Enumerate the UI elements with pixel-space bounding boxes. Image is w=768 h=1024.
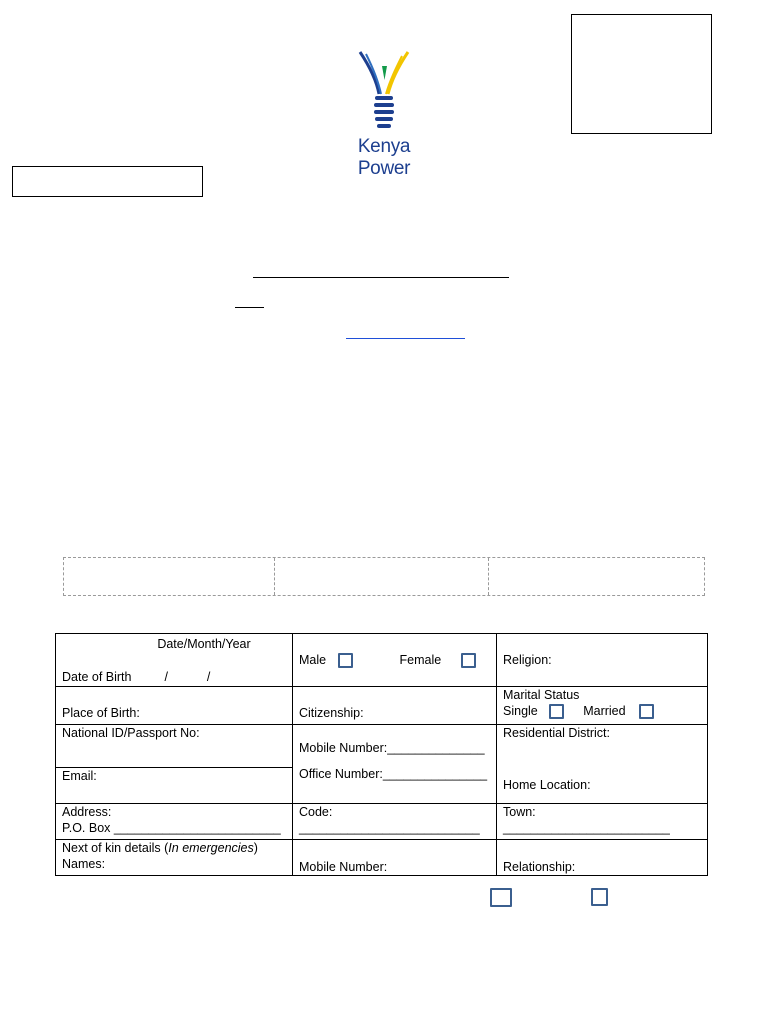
male-label: Male — [299, 652, 327, 667]
phone-cell — [293, 725, 497, 804]
po-box-label: P.O. Box ________________________ — [62, 821, 281, 835]
table-row — [56, 634, 708, 687]
single-checkbox[interactable] — [549, 704, 564, 719]
table-row — [56, 804, 708, 840]
office-number-field[interactable] — [299, 766, 490, 782]
next-of-kin-cell[interactable] — [56, 840, 293, 876]
town-label: Town: — [503, 805, 536, 819]
kin-mobile-cell[interactable] — [293, 840, 497, 876]
title-underline — [253, 277, 509, 278]
dashed-field-2[interactable] — [275, 558, 489, 595]
dob-separator: / — [206, 670, 211, 684]
table-row — [56, 725, 708, 804]
citizenship-label: Citizenship: — [299, 706, 364, 720]
town-cell[interactable] — [497, 804, 708, 840]
email-label: Email: — [62, 769, 97, 783]
personal-details-table — [55, 633, 708, 876]
mobile-number-field[interactable] — [299, 740, 490, 756]
code-line: __________________________ — [299, 821, 480, 835]
mobile-number-label: Mobile Number:______________ — [299, 741, 485, 755]
relationship-cell[interactable] — [497, 840, 708, 876]
marital-status-label: Marital Status — [503, 688, 580, 702]
reference-box — [12, 166, 203, 197]
logo-text: Kenya Power — [357, 136, 411, 179]
married-label: Married — [583, 704, 626, 718]
photo-box — [571, 14, 712, 134]
marital-status-cell — [497, 687, 708, 725]
home-location-label: Home Location: — [503, 778, 591, 792]
relationship-label: Relationship: — [503, 860, 576, 874]
male-checkbox[interactable] — [338, 653, 353, 668]
place-of-birth-label: Place of Birth: — [62, 706, 140, 720]
national-id-field[interactable] — [56, 725, 292, 768]
id-email-cell — [56, 725, 293, 804]
next-of-kin-label: Next of kin details (In emergencies) — [62, 841, 258, 855]
place-of-birth-cell[interactable] — [56, 687, 293, 725]
logo-emblem-icon — [330, 50, 438, 136]
code-label: Code: — [299, 805, 333, 819]
extra-checkbox-2[interactable] — [591, 888, 608, 906]
gender-cell — [293, 634, 497, 687]
address-label: Address: — [62, 805, 112, 819]
table-row — [56, 840, 708, 876]
national-id-label: National ID/Passport No: — [62, 726, 200, 740]
address-cell[interactable] — [56, 804, 293, 840]
residential-district-field[interactable] — [503, 725, 701, 741]
names-label: Names: — [62, 857, 106, 871]
dob-cell[interactable] — [56, 634, 293, 687]
single-label: Single — [503, 704, 538, 718]
religion-cell[interactable] — [497, 634, 708, 687]
home-location-field[interactable] — [503, 777, 701, 793]
citizenship-cell[interactable] — [293, 687, 497, 725]
married-checkbox[interactable] — [639, 704, 654, 719]
table-row — [56, 687, 708, 725]
dashed-field-1[interactable] — [64, 558, 275, 595]
code-cell[interactable] — [293, 804, 497, 840]
town-line: ________________________ — [503, 821, 670, 835]
dob-separator: / — [164, 670, 168, 684]
dashed-field-row — [63, 557, 705, 596]
extra-checkbox-1[interactable] — [490, 888, 512, 907]
dashed-field-3[interactable] — [489, 558, 704, 595]
office-number-label: Office Number:_______________ — [299, 767, 488, 781]
kenya-power-logo — [330, 50, 438, 179]
kin-mobile-label: Mobile Number: — [299, 860, 388, 874]
email-field[interactable] — [56, 768, 292, 784]
religion-label: Religion: — [503, 653, 552, 667]
link-underline — [346, 338, 465, 339]
dob-format-label: Date/Month/Year — [157, 637, 251, 651]
female-label: Female — [399, 652, 442, 667]
female-checkbox[interactable] — [461, 653, 476, 668]
residential-district-label: Residential District: — [503, 726, 610, 740]
residence-cell — [497, 725, 708, 804]
dob-label: Date of Birth — [62, 670, 132, 684]
short-underline — [235, 307, 264, 308]
